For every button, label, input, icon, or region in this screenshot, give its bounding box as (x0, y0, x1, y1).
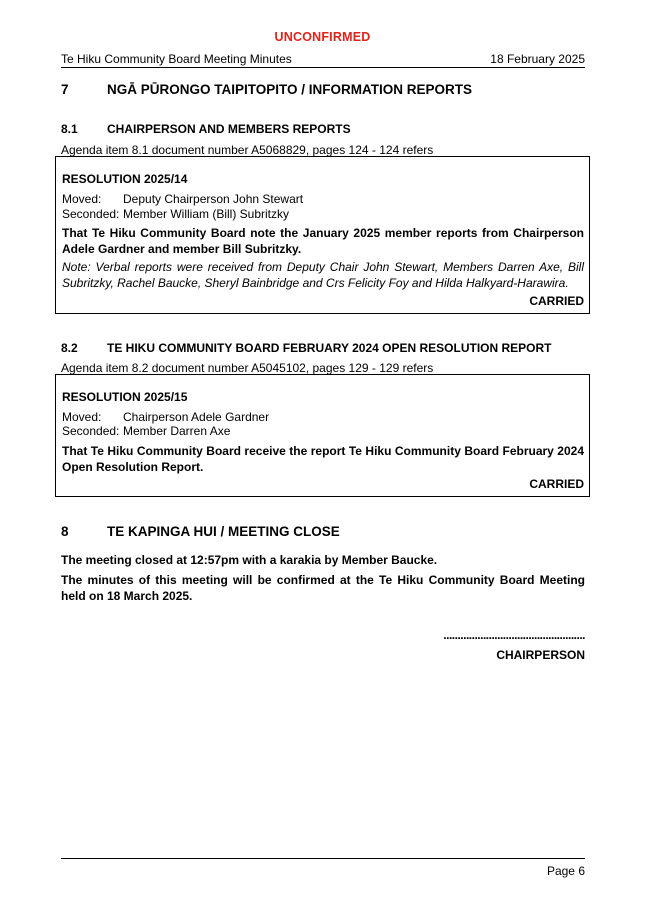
seconded-label: Seconded: (62, 207, 120, 221)
resolution-motion: That Te Hiku Community Board note the January 2025 member reports from Chairperson Adele Gardner and member Bill Subritzky. (62, 226, 584, 256)
signature-label: CHAIRPERSON (496, 648, 585, 662)
item-8-1-title: CHAIRPERSON AND MEMBERS REPORTS (107, 122, 351, 136)
confirmation-text: The minutes of this meeting will be confirmed at the Te Hiku Community Board Meeting held on 18 March 2025. (61, 573, 585, 603)
moved-label: Moved: (62, 192, 102, 206)
resolution-outcome: CARRIED (529, 294, 584, 308)
page-number: Page 6 (546, 864, 585, 878)
item-8-1-agenda: Agenda item 8.1 document number A5068829, pages 124 - 124 refers (61, 143, 434, 157)
item-8-2-agenda: Agenda item 8.2 document number A5045102, pages 129 - 129 refers (61, 361, 434, 375)
section-8-title: TE KAPINGA HUI / MEETING CLOSE (107, 524, 340, 539)
unconfirmed-stamp: UNCONFIRMED (274, 30, 371, 44)
moved-label: Moved: (62, 410, 102, 424)
resolution-title: RESOLUTION 2025/15 (62, 390, 188, 404)
section-7-title: NGĀ PŪRONGO TAIPITOPITO / INFORMATION REPORTS (107, 82, 473, 97)
seconded-value: Member Darren Axe (123, 424, 231, 438)
item-8-2-number: 8.2 (61, 341, 78, 355)
resolution-title: RESOLUTION 2025/14 (62, 172, 188, 186)
meeting-date: 18 February 2025 (490, 52, 585, 66)
moved-value: Deputy Chairperson John Stewart (123, 192, 304, 206)
resolution-note: Note: Verbal reports were received from Deputy Chair John Stewart, Members Darren Axe, Bill Subritzky, Rachel Baucke, Sheryl Bainbridge and Crs Felicity Foy and Hilda Halkyard-Harawira. (62, 260, 584, 290)
signature-line: .................................................. (443, 628, 585, 642)
moved-value: Chairperson Adele Gardner (123, 410, 270, 424)
footer-divider (61, 858, 585, 859)
seconded-label: Seconded: (62, 424, 120, 438)
resolution-2025-15-box (55, 374, 590, 497)
seconded-value: Member William (Bill) Subritzky (123, 207, 290, 221)
resolution-motion: That Te Hiku Community Board receive the report Te Hiku Community Board February 2024 Open Resolution Report. (62, 444, 584, 474)
resolution-2025-14-box (55, 156, 590, 314)
section-7-number: 7 (61, 82, 69, 97)
item-8-2-title: TE HIKU COMMUNITY BOARD FEBRUARY 2024 OPEN RESOLUTION REPORT (107, 341, 552, 355)
meeting-closed-text: The meeting closed at 12:57pm with a karakia by Member Baucke. (61, 553, 438, 567)
resolution-outcome: CARRIED (529, 477, 584, 491)
item-8-1-number: 8.1 (61, 122, 78, 136)
section-8-number: 8 (61, 524, 69, 539)
doc-title: Te Hiku Community Board Meeting Minutes (61, 52, 292, 66)
header-divider (61, 67, 585, 68)
